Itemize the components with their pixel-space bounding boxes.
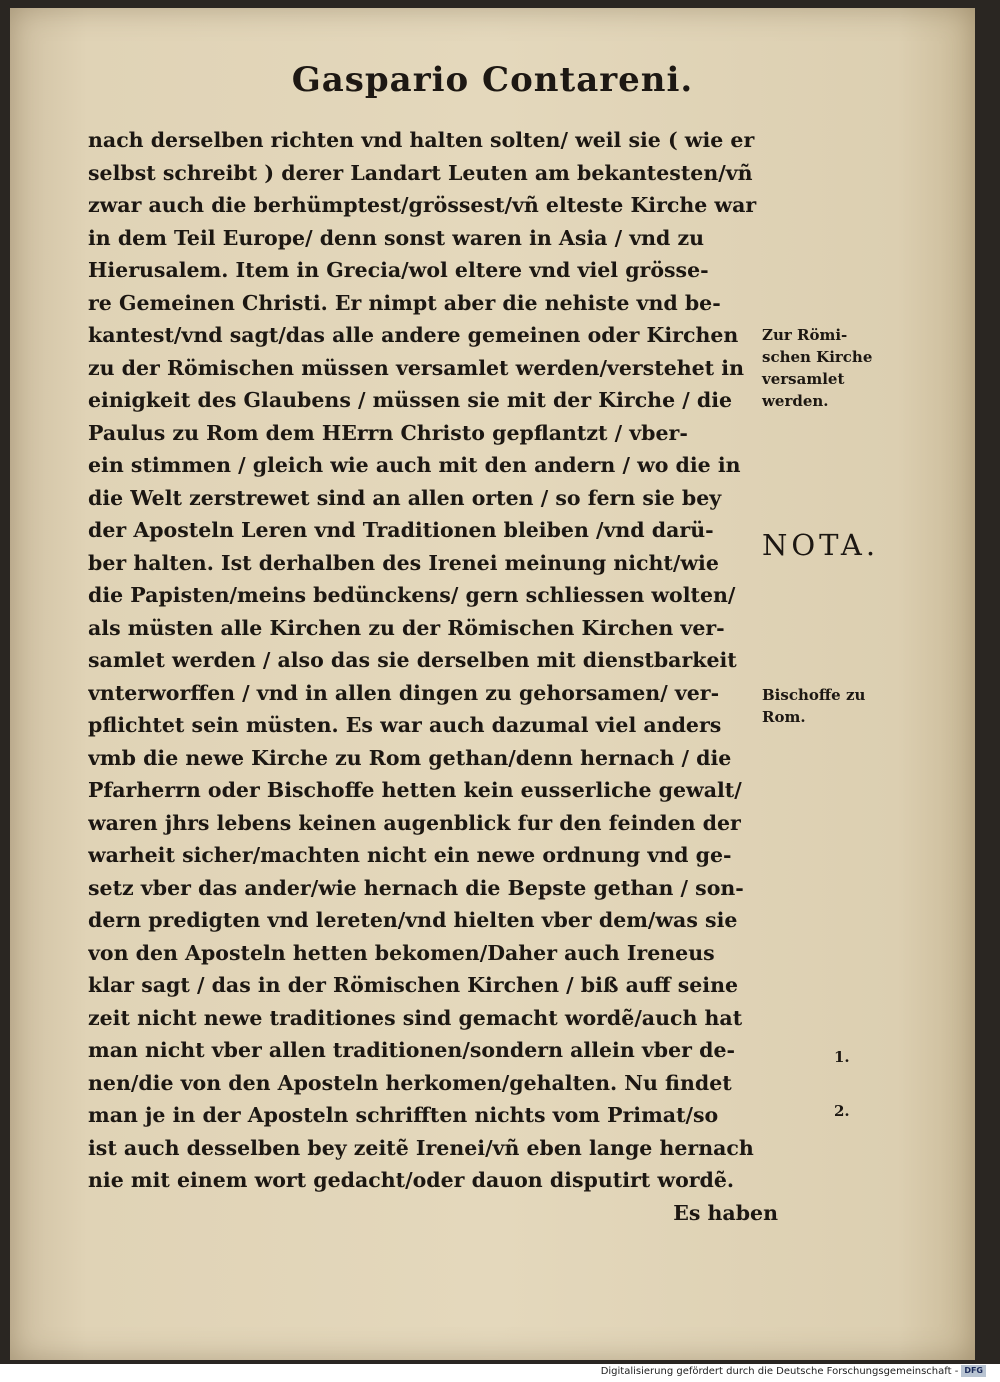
text-line: Paulus zu Rom dem HErrn Christo gepflantzt / vber- [88,420,688,445]
credit-text: Digitalisierung gefördert durch die Deutsche Forschungsgemeinschaft - [600,1365,959,1377]
text-line: die Papisten/meins bedünckens/ gern schliessen wolten/ [88,583,736,607]
text-line: ber halten. Ist derhalben des Irenei meinung nicht/wie [88,550,719,575]
text-line: vnterworffen / vnd in allen dingen zu gehorsamen/ ver- [88,680,720,705]
text-line: als müsten alle Kirchen zu der Römischen Kirchen ver- [88,615,725,640]
text-line: zeit nicht newe traditiones sind gemacht wordẽ/auch hat [88,1005,743,1030]
text-line: man je in der Aposteln schrifften nichts vom Primat/so [88,1103,719,1127]
text-line: warheit sicher/machten nicht ein newe ordnung vnd ge- [88,843,732,867]
margin-note-nota: NOTA. [762,528,880,562]
text-line: einigkeit des Glaubens / müssen sie mit der Kirche / die [88,388,733,412]
margin-note-line: Bischoffe zu [762,686,866,704]
catchword-line: Es haben [673,1200,778,1225]
text-line: ein stimmen / gleich wie auch mit den andern / wo die in [88,453,741,477]
margin-note-line: schen Kirche [762,348,873,366]
margin-note-line: versamlet [762,370,845,388]
margin-note-line: werden. [762,392,829,410]
text-line: zu der Römischen müssen versamlet werden/verstehet in [88,355,744,380]
text-line: in dem Teil Europe/ denn sonst waren in Asia / vnd zu [88,225,705,250]
text-line: setz vber das ander/wie hernach die Bepste gethan / son- [88,875,744,900]
text-line: re Gemeinen Christi. Er nimpt aber die nehiste vnd be- [88,290,721,315]
text-line: selbst schreibt ) derer Landart Leuten am bekantesten/vñ [88,160,753,185]
text-line: nach derselben richten vnd halten solten/ weil sie ( wie er [88,128,755,152]
text-line: von den Aposteln hetten bekomen/Daher auch Ireneus [88,940,715,965]
margin-note-line: Zur Römi- [762,326,848,344]
text-line: zwar auch die berhümptest/grössest/vñ elteste Kirche war [88,193,757,217]
running-header: Gaspario Contareni. [291,60,694,100]
margin-note-line: Rom. [762,708,806,726]
text-line: ist auch desselben bey zeitẽ Irenei/vñ eben lange hernach [88,1135,754,1160]
text-line: klar sagt / das in der Römischen Kirchen / biß auff seine [88,973,739,997]
margin-number-2: 2. [834,1102,850,1120]
text-line: der Aposteln Leren vnd Traditionen bleiben /vnd darü- [88,518,714,542]
text-line: man nicht vber allen traditionen/sondern allein vber de- [88,1038,735,1062]
text-line: nie mit einem wort gedacht/oder dauon disputirt wordẽ. [88,1168,735,1192]
margin-number-1: 1. [834,1048,850,1066]
dfg-logo: DFG [961,1365,986,1377]
text-line: vmb die newe Kirche zu Rom gethan/denn hernach / die [88,745,732,770]
text-line: waren jhrs lebens keinen augenblick fur den feinden der [88,810,741,835]
text-line: pflichtet sein müsten. Es war auch dazumal viel anders [88,713,722,737]
margin-note-bischoffe [762,684,865,728]
book-page [10,8,975,1360]
digitization-credit [601,1365,986,1377]
text-line: kantest/vnd sagt/das alle andere gemeinen oder Kirchen [88,323,739,347]
text-line: die Welt zerstrewet sind an allen orten / so fern sie bey [88,485,722,510]
text-line: Hierusalem. Item in Grecia/wol eltere vnd viel grösse- [88,258,709,282]
text-line: nen/die von den Aposteln herkomen/gehalten. Nu findet [88,1070,732,1095]
body-text [88,124,778,1229]
margin-note-roemische-kirche [762,324,872,412]
text-line: Pfarherrn oder Bischoffe hetten kein eusserliche gewalt/ [88,778,742,802]
text-line: samlet werden / also das sie derselben mit dienstbarkeit [88,648,737,672]
text-line: dern predigten vnd lereten/vnd hielten vber dem/was sie [88,908,738,932]
